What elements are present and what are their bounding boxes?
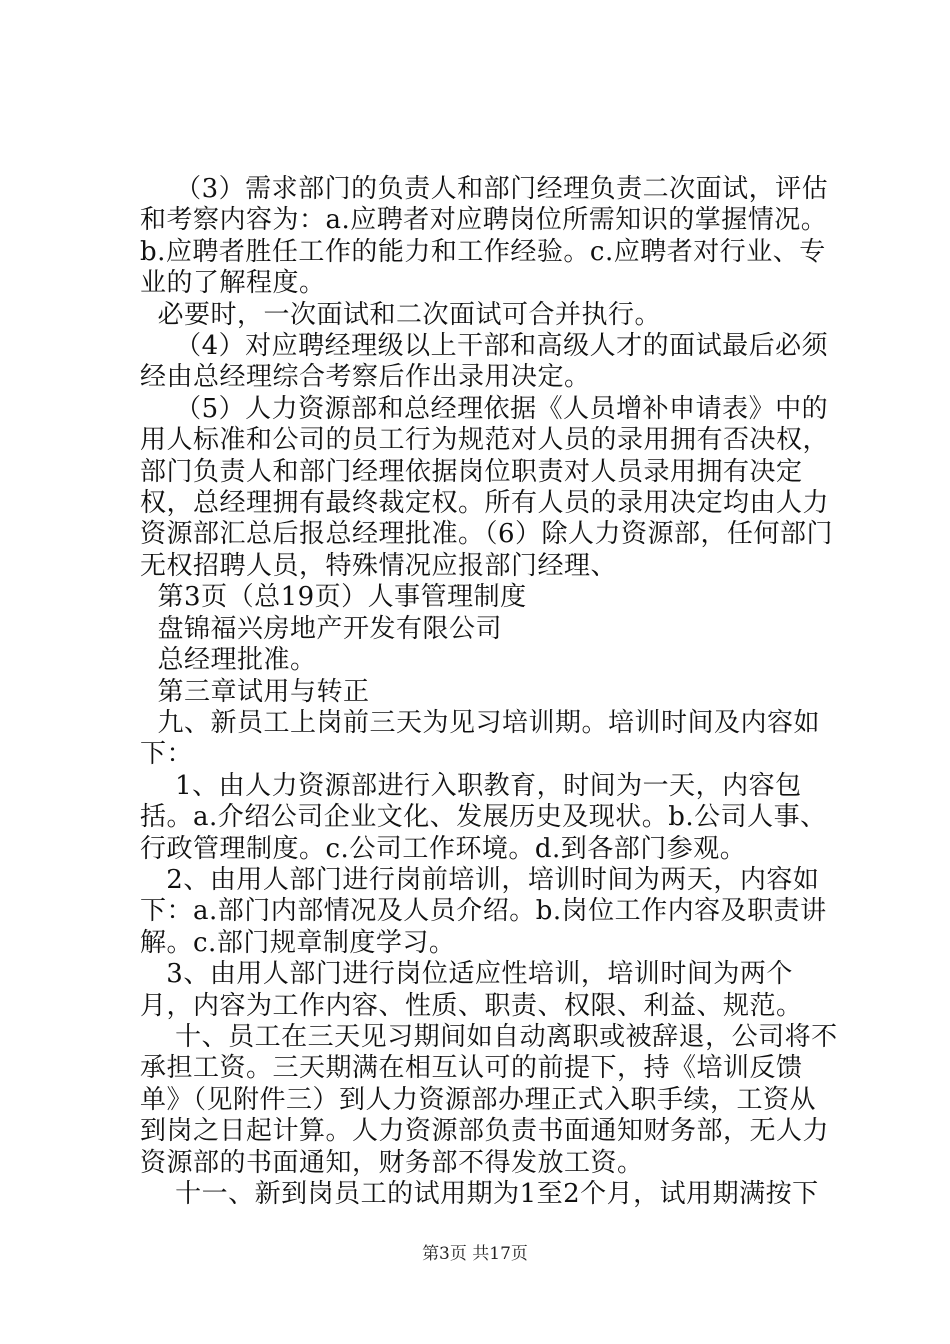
paragraph-interview-3: （3）需求部门的负责人和部门经理负责二次面试，评估和考察内容为：a.应聘者对应聘岗位所需知识的掌握情况。b.应聘者胜任工作的能力和工作经验。c.应聘者对行业、专业的了解程度。 bbox=[140, 174, 829, 299]
paragraph-training-2: 2、由用人部门进行岗前培训，培训时间为两天，内容如下：a.部门内部情况及人员介绍。b.岗位工作内容及职责讲解。c.部门规章制度学习。 bbox=[140, 864, 827, 958]
paragraph-training-1: 1、由人力资源部进行入职教育，时间为一天，内容包括。a.介绍公司企业文化、发展历史及现状。b.公司人事、行政管理制度。c.公司工作环境。d.到各部门参观。 bbox=[140, 770, 827, 864]
paragraph-interview-5: （5）人力资源部和总经理依据《人员增补申请表》中的用人标准和公司的员工行为规范对人员的录用拥有否决权，部门负责人和部门经理依据岗位职责对人员录用拥有决定权，总经理拥有最终裁定权。所有人员的录用决定均由人力资源部汇总后报总经理批准。（6）除人力资源部，任何部门无权招聘人员，特殊情况应报部门经理、 bbox=[140, 393, 834, 581]
paragraph-training-3: 3、由用人部门进行岗位适应性培训，培训时间为两个月，内容为工作内容、性质、职责、权限、利益、规范。 bbox=[140, 959, 803, 1021]
page-footer: 第3页 共17页 bbox=[422, 1244, 528, 1264]
paragraph-approval: 总经理批准。 bbox=[140, 645, 317, 676]
chapter-heading: 第三章试用与转正 bbox=[140, 676, 370, 707]
paragraph-item-9: 九、新员工上岗前三天为见习培训期。培训时间及内容如下： bbox=[140, 707, 821, 770]
paragraph-company-name: 盘锦福兴房地产开发有限公司 bbox=[140, 613, 503, 644]
paragraph-page-ref: 第3页（总19页）人事管理制度 bbox=[140, 582, 527, 613]
paragraph-item-11: 十一、新到岗员工的试用期为1至2个月，试用期满按下 bbox=[140, 1179, 819, 1209]
paragraph-item-10: 十、员工在三天见习期间如自动离职或被辞退，公司将不承担工资。三天期满在相互认可的前提下，持《培训反馈单》（见附件三）到人力资源部办理正式入职手续，工资从到岗之日起计算。人力资源部负责书面通知财务部，无人力资源部的书面通知，财务部不得发放工资。 bbox=[140, 1021, 838, 1178]
body-text bbox=[140, 174, 840, 1210]
paragraph-merge-note: 必要时，一次面试和二次面试可合并执行。 bbox=[140, 299, 662, 330]
paragraph-interview-4: （4）对应聘经理级以上干部和高级人才的面试最后必须经由总经理综合考察后作出录用决定。 bbox=[140, 331, 829, 393]
